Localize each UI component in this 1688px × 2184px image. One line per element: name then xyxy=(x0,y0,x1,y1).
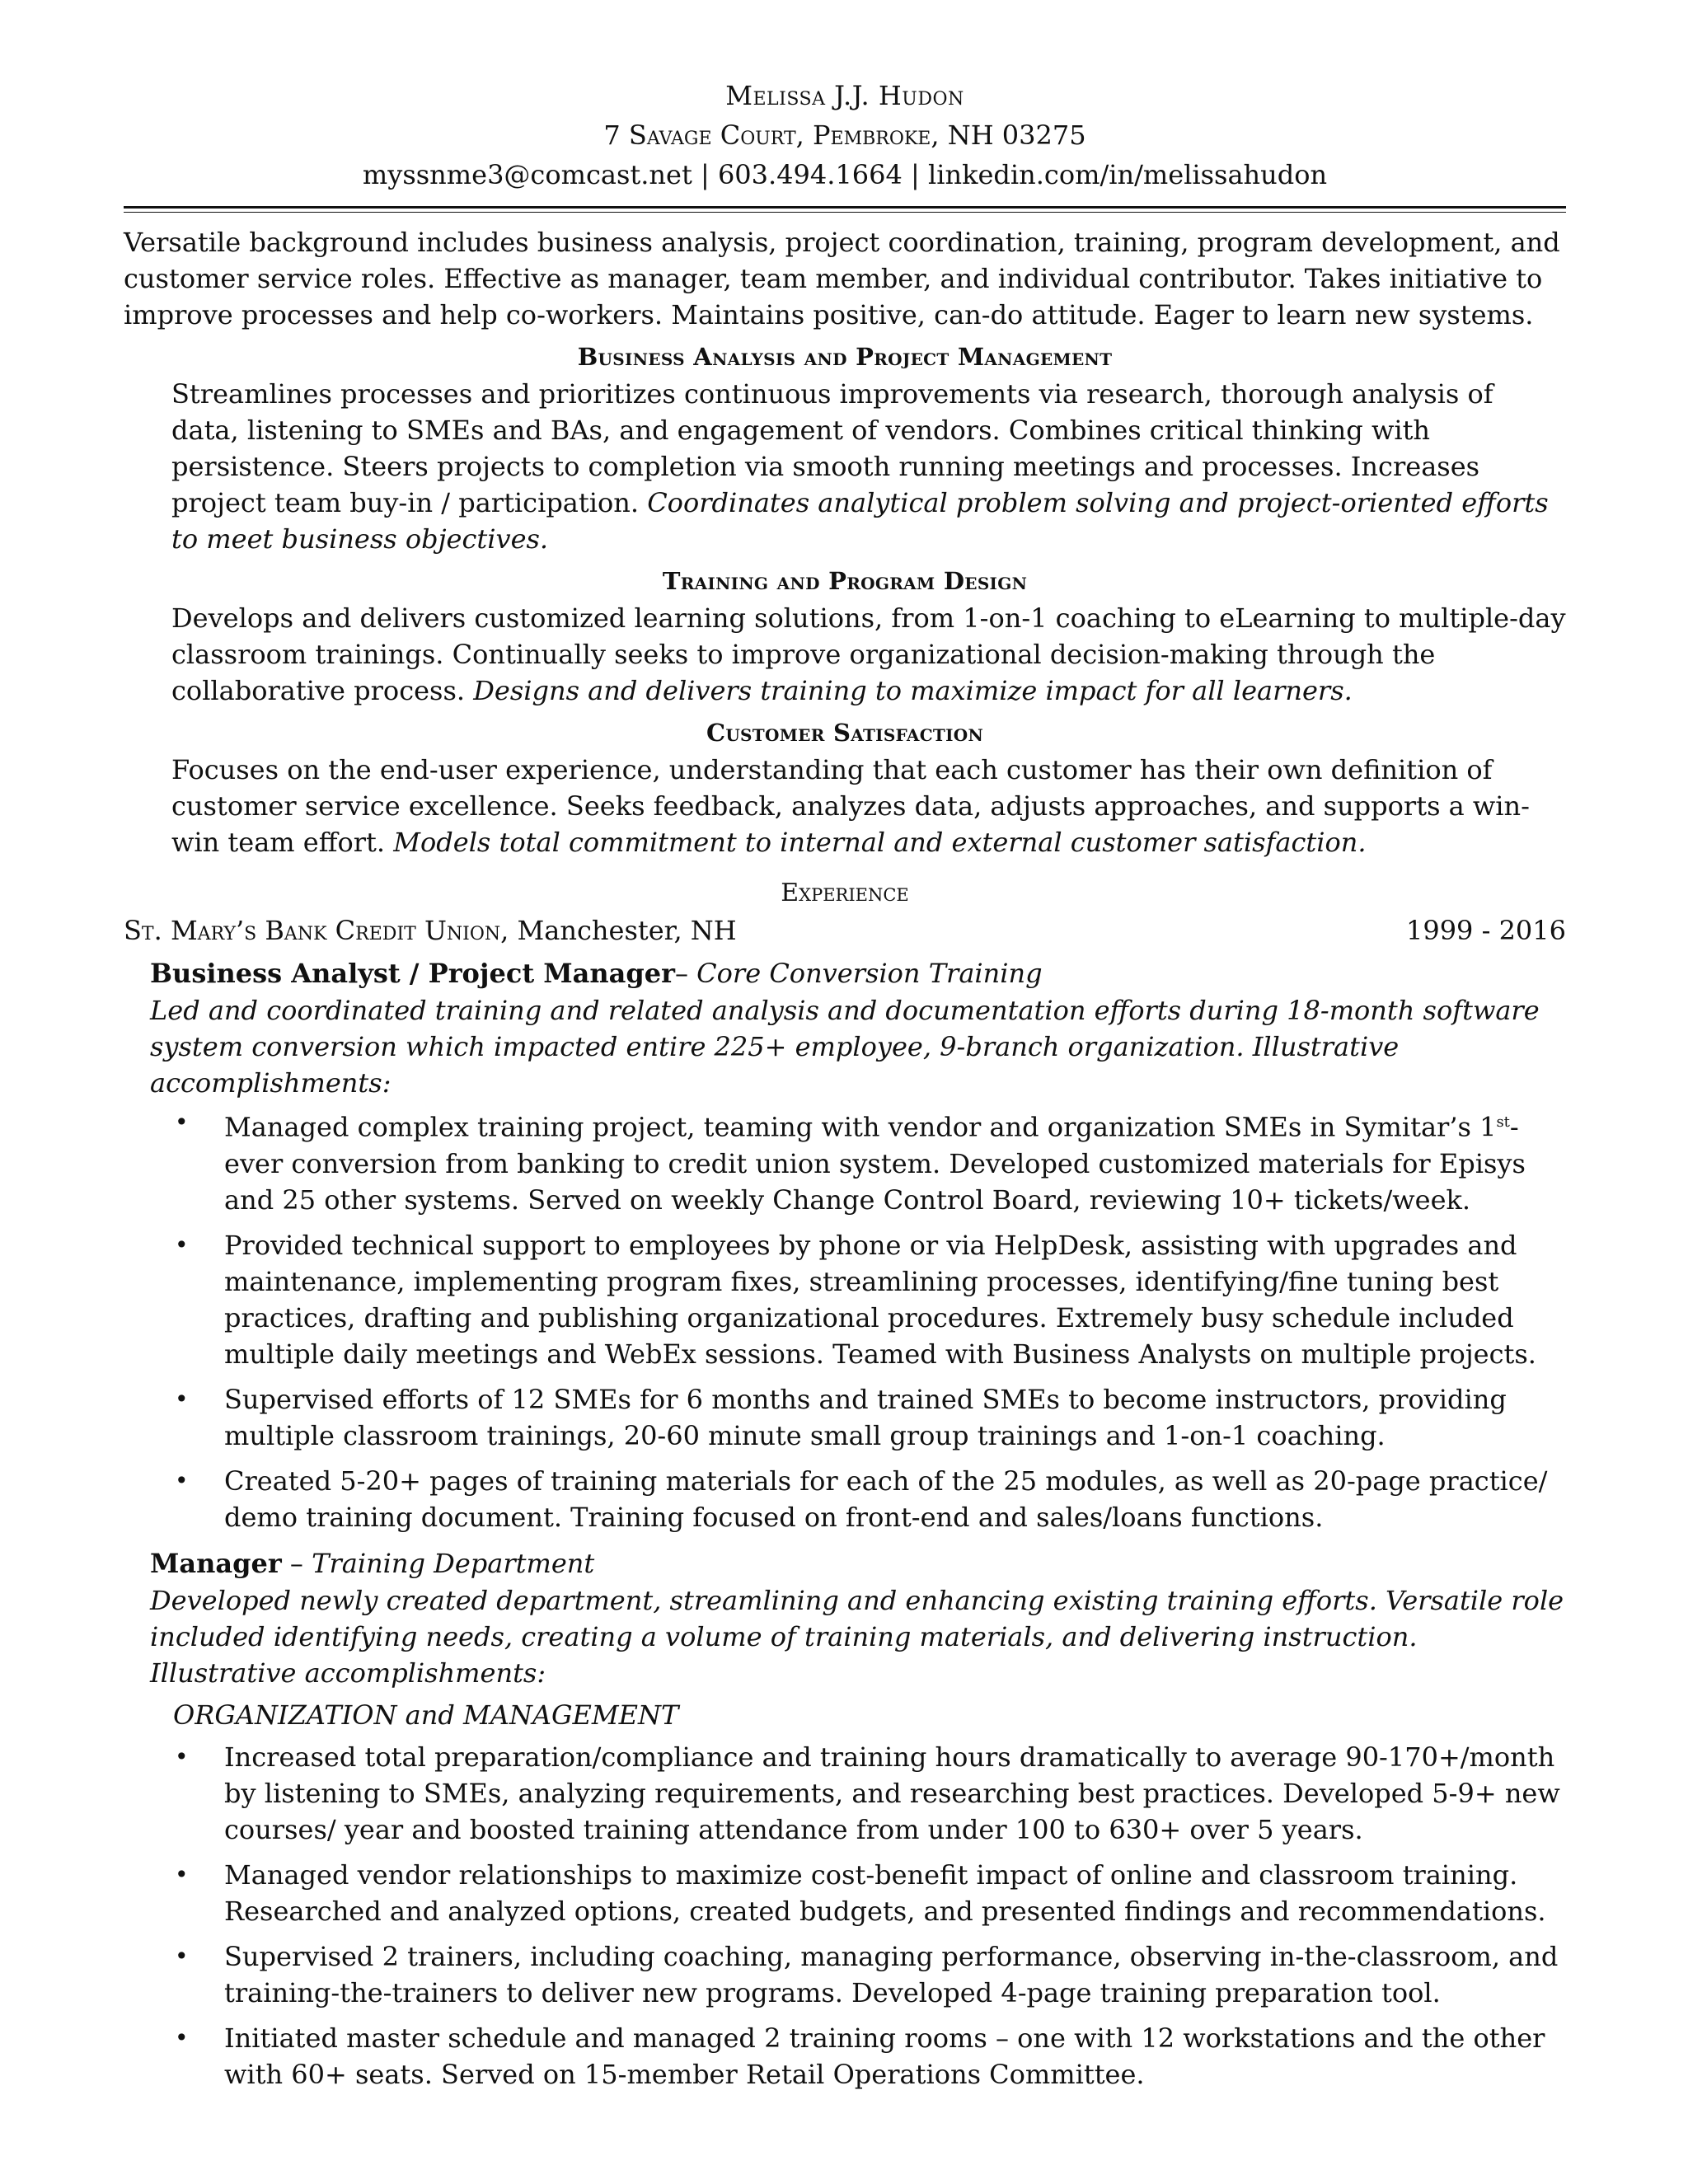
list-item: • Supervised 2 trainers, including coaching, managing performance, observing in-the-classroom, and training-the-trainers to deliver new programs. Developed 4-page training preparation tool. xyxy=(150,1938,1566,2011)
employment-dates: 1999 - 2016 xyxy=(1405,915,1566,946)
employer-row xyxy=(124,912,1566,949)
resume-header xyxy=(124,76,1566,194)
job-title: Manager – Training Department xyxy=(150,1547,595,1579)
skill-text: Develops and delivers customized learning solutions, from 1-on-1 coaching to eLearning to multiple-day classroom trainings. Continually seeks to improve organizational decision-making through the collaborative process. Designs and delivers training to maximize impact for all learners. xyxy=(171,602,1566,706)
accomplishment-list xyxy=(150,1104,1566,1535)
skill-text: Focuses on the end-user experience, understanding that each customer has their own definition of customer service excellence. Seeks feedback, analyzes data, adjusts approaches, and supports a win-win team effort. Models total commitment to internal and external customer satisfaction. xyxy=(171,754,1530,858)
list-item: • Created 5-20+ pages of training materials for each of the 25 modules, as well as 20-page practice/ demo training document. Training focused on front-end and sales/loans functions. xyxy=(150,1463,1566,1535)
list-item: • Managed vendor relationships to maximize cost-benefit impact of online and classroom training. Researched and analyzed options, created budgets, and presented findings and recommendations. xyxy=(150,1857,1566,1929)
skill-section xyxy=(124,714,1566,860)
header-divider xyxy=(124,206,1566,213)
bullet-icon: • xyxy=(175,1466,189,1494)
skill-section xyxy=(124,338,1566,557)
bullet-icon: • xyxy=(175,1230,189,1258)
bullet-icon: • xyxy=(175,1860,189,1888)
skill-section xyxy=(124,562,1566,709)
skill-heading: Business Analysis and Project Management xyxy=(577,343,1113,371)
candidate-contact: myssnme3@comcast.net | 603.494.1664 | linkedin.com/in/melissahudon xyxy=(362,159,1328,190)
job-subheading: ORGANIZATION and MANAGEMENT xyxy=(173,1699,679,1731)
list-item: • Provided technical support to employees by phone or via HelpDesk, assisting with upgrades and maintenance, implementing program fixes, streamlining processes, identifying/fine tuning best practices, drafting and publishing organizational procedures. Extremely busy schedule included multiple daily meetings and WebEx sessions. Teamed with Business Analysts on multiple projects. xyxy=(150,1227,1566,1372)
skill-text: Streamlines processes and prioritizes continuous improvements via research, thorough analysis of data, listening to SMEs and BAs, and engagement of vendors. Combines critical thinking with persistence. Steers projects to completion via smooth running meetings and processes. Increases project team buy-in / participation. Coordinates analytical problem solving and project-oriented efforts to meet business objectives. xyxy=(171,378,1549,555)
bullet-icon: • xyxy=(175,2023,189,2051)
skill-heading: Training and Program Design xyxy=(662,567,1028,595)
bullet-icon: • xyxy=(175,1108,189,1136)
bullet-icon: • xyxy=(175,1942,189,1970)
resume-page xyxy=(124,76,1566,2102)
job-title: Business Analyst / Project Manager– Core Conversion Training xyxy=(150,958,1043,989)
summary-paragraph: Versatile background includes business analysis, project coordination, training, program development, and customer service roles. Effective as manager, team member, and individual contributor. Takes initiative to improve processes and help co-workers. Maintains positive, can-do attitude. Eager to learn new systems. xyxy=(124,227,1560,330)
candidate-address: 7 Savage Court, Pembroke, NH 03275 xyxy=(603,120,1086,151)
job-description: Developed newly created department, streamlining and enhancing existing training efforts. Versatile role included identifying needs, creating a volume of training materials, and delivering instruction. Illustrative accomplishments: xyxy=(150,1584,1564,1689)
job-description: Led and coordinated training and related analysis and documentation efforts during 18-month software system conversion which impacted entire 225+ employee, 9-branch organization. Illustrative accomplishments: xyxy=(150,995,1540,1099)
list-item: • Increased total preparation/compliance and training hours dramatically to average 90-170+/month by listening to SMEs, analyzing requirements, and researching best practices. Developed 5-9+ new courses/ year and boosted training attendance from under 100 to 630+ over 5 years. xyxy=(150,1739,1566,1848)
accomplishment-list xyxy=(150,1739,1566,2093)
experience-heading: Experience xyxy=(781,879,909,907)
bullet-icon: • xyxy=(175,1742,189,1770)
job-entry xyxy=(150,954,1566,1535)
bullet-icon: • xyxy=(175,1385,189,1413)
job-entry xyxy=(150,1544,1566,2093)
list-item: • Supervised efforts of 12 SMEs for 6 months and trained SMEs to become instructors, providing multiple classroom trainings, 20-60 minute small group trainings and 1-on-1 coaching. xyxy=(150,1381,1566,1454)
list-item: • Initiated master schedule and managed 2 training rooms – one with 12 workstations and the other with 60+ seats. Served on 15-member Retail Operations Committee. xyxy=(150,2020,1566,2093)
candidate-name: Melissa J.J. Hudon xyxy=(725,80,964,111)
employer: St. Mary’s Bank Credit Union, Manchester, NH xyxy=(124,915,737,946)
list-item: • Managed complex training project, teaming with vendor and organization SMEs in Symitar’s 1st-ever conversion from banking to credit union system. Developed customized materials for Episys and 25 other systems. Served on weekly Change Control Board, reviewing 10+ tickets/week. xyxy=(150,1104,1566,1218)
skill-heading: Customer Satisfaction xyxy=(706,719,984,747)
